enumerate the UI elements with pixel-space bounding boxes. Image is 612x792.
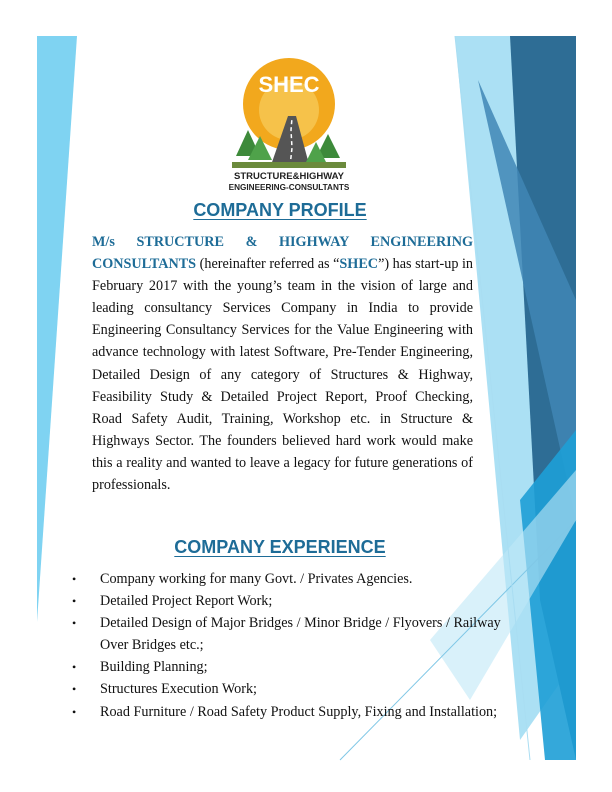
company-experience-heading: COMPANY EXPERIENCE bbox=[174, 537, 386, 557]
list-item bbox=[72, 590, 502, 612]
bullet-icon: • bbox=[72, 682, 77, 697]
experience-list bbox=[72, 568, 502, 723]
list-item bbox=[72, 656, 502, 678]
company-abbreviation: SHEC bbox=[339, 256, 379, 273]
company-logo bbox=[226, 58, 352, 194]
logo-ground bbox=[232, 162, 346, 168]
profile-text-a: (hereinafter referred as “ bbox=[196, 256, 340, 273]
bullet-icon: • bbox=[72, 616, 77, 631]
logo-line2: ENGINEERING-CONSULTANTS bbox=[228, 183, 350, 192]
list-item-text: Building Planning; bbox=[100, 659, 208, 676]
list-item-text: Road Furniture / Road Safety Product Supply, Fixing and Installation; bbox=[100, 703, 498, 720]
bullet-icon: • bbox=[72, 704, 77, 719]
bullet-icon: • bbox=[72, 572, 77, 586]
list-item bbox=[72, 701, 502, 723]
company-profile-heading: COMPANY PROFILE bbox=[193, 200, 367, 220]
list-item-text: Company working for many Govt. / Privates Agencies. bbox=[100, 571, 413, 587]
list-item bbox=[72, 612, 502, 656]
left-accent-strip bbox=[37, 36, 77, 622]
company-profile-paragraph bbox=[92, 231, 473, 496]
bullet-icon: • bbox=[72, 660, 77, 675]
list-item bbox=[72, 568, 502, 590]
list-item-text: Structures Execution Work; bbox=[100, 681, 257, 698]
bullet-icon: • bbox=[72, 594, 77, 609]
company-name: M/s STRUCTURE & HIGHWAY ENGINEERING CONSULTANTS bbox=[92, 234, 473, 273]
list-item bbox=[72, 678, 502, 700]
list-item-text: Detailed Project Report Work; bbox=[100, 593, 273, 610]
profile-text-b: ”) has start-up in February 2017 with the young’s team in the vision of large and leading consultancy Services Company in India to provide Engineering Consultancy Services for the Value Engineering with advance technology with latest Software, Pre-Tender Engineering, Detailed Design of any category of Structures & Highway, Feasibility Study & Detailed Project Report, Proof Checking, Road Safety Audit, Training, Workshop etc. in Structure & Highways Sector. The founders believed hard work would make this a reality and wanted to leave a legacy for future generations of professionals. bbox=[92, 256, 474, 494]
logo-line1: STRUCTURE&HIGHWAY bbox=[234, 171, 344, 182]
list-item-text: Detailed Design of Major Bridges / Minor Bridge / Flyovers / Railway Over Bridges etc.; bbox=[100, 615, 501, 654]
logo-title: SHEC bbox=[258, 72, 320, 97]
